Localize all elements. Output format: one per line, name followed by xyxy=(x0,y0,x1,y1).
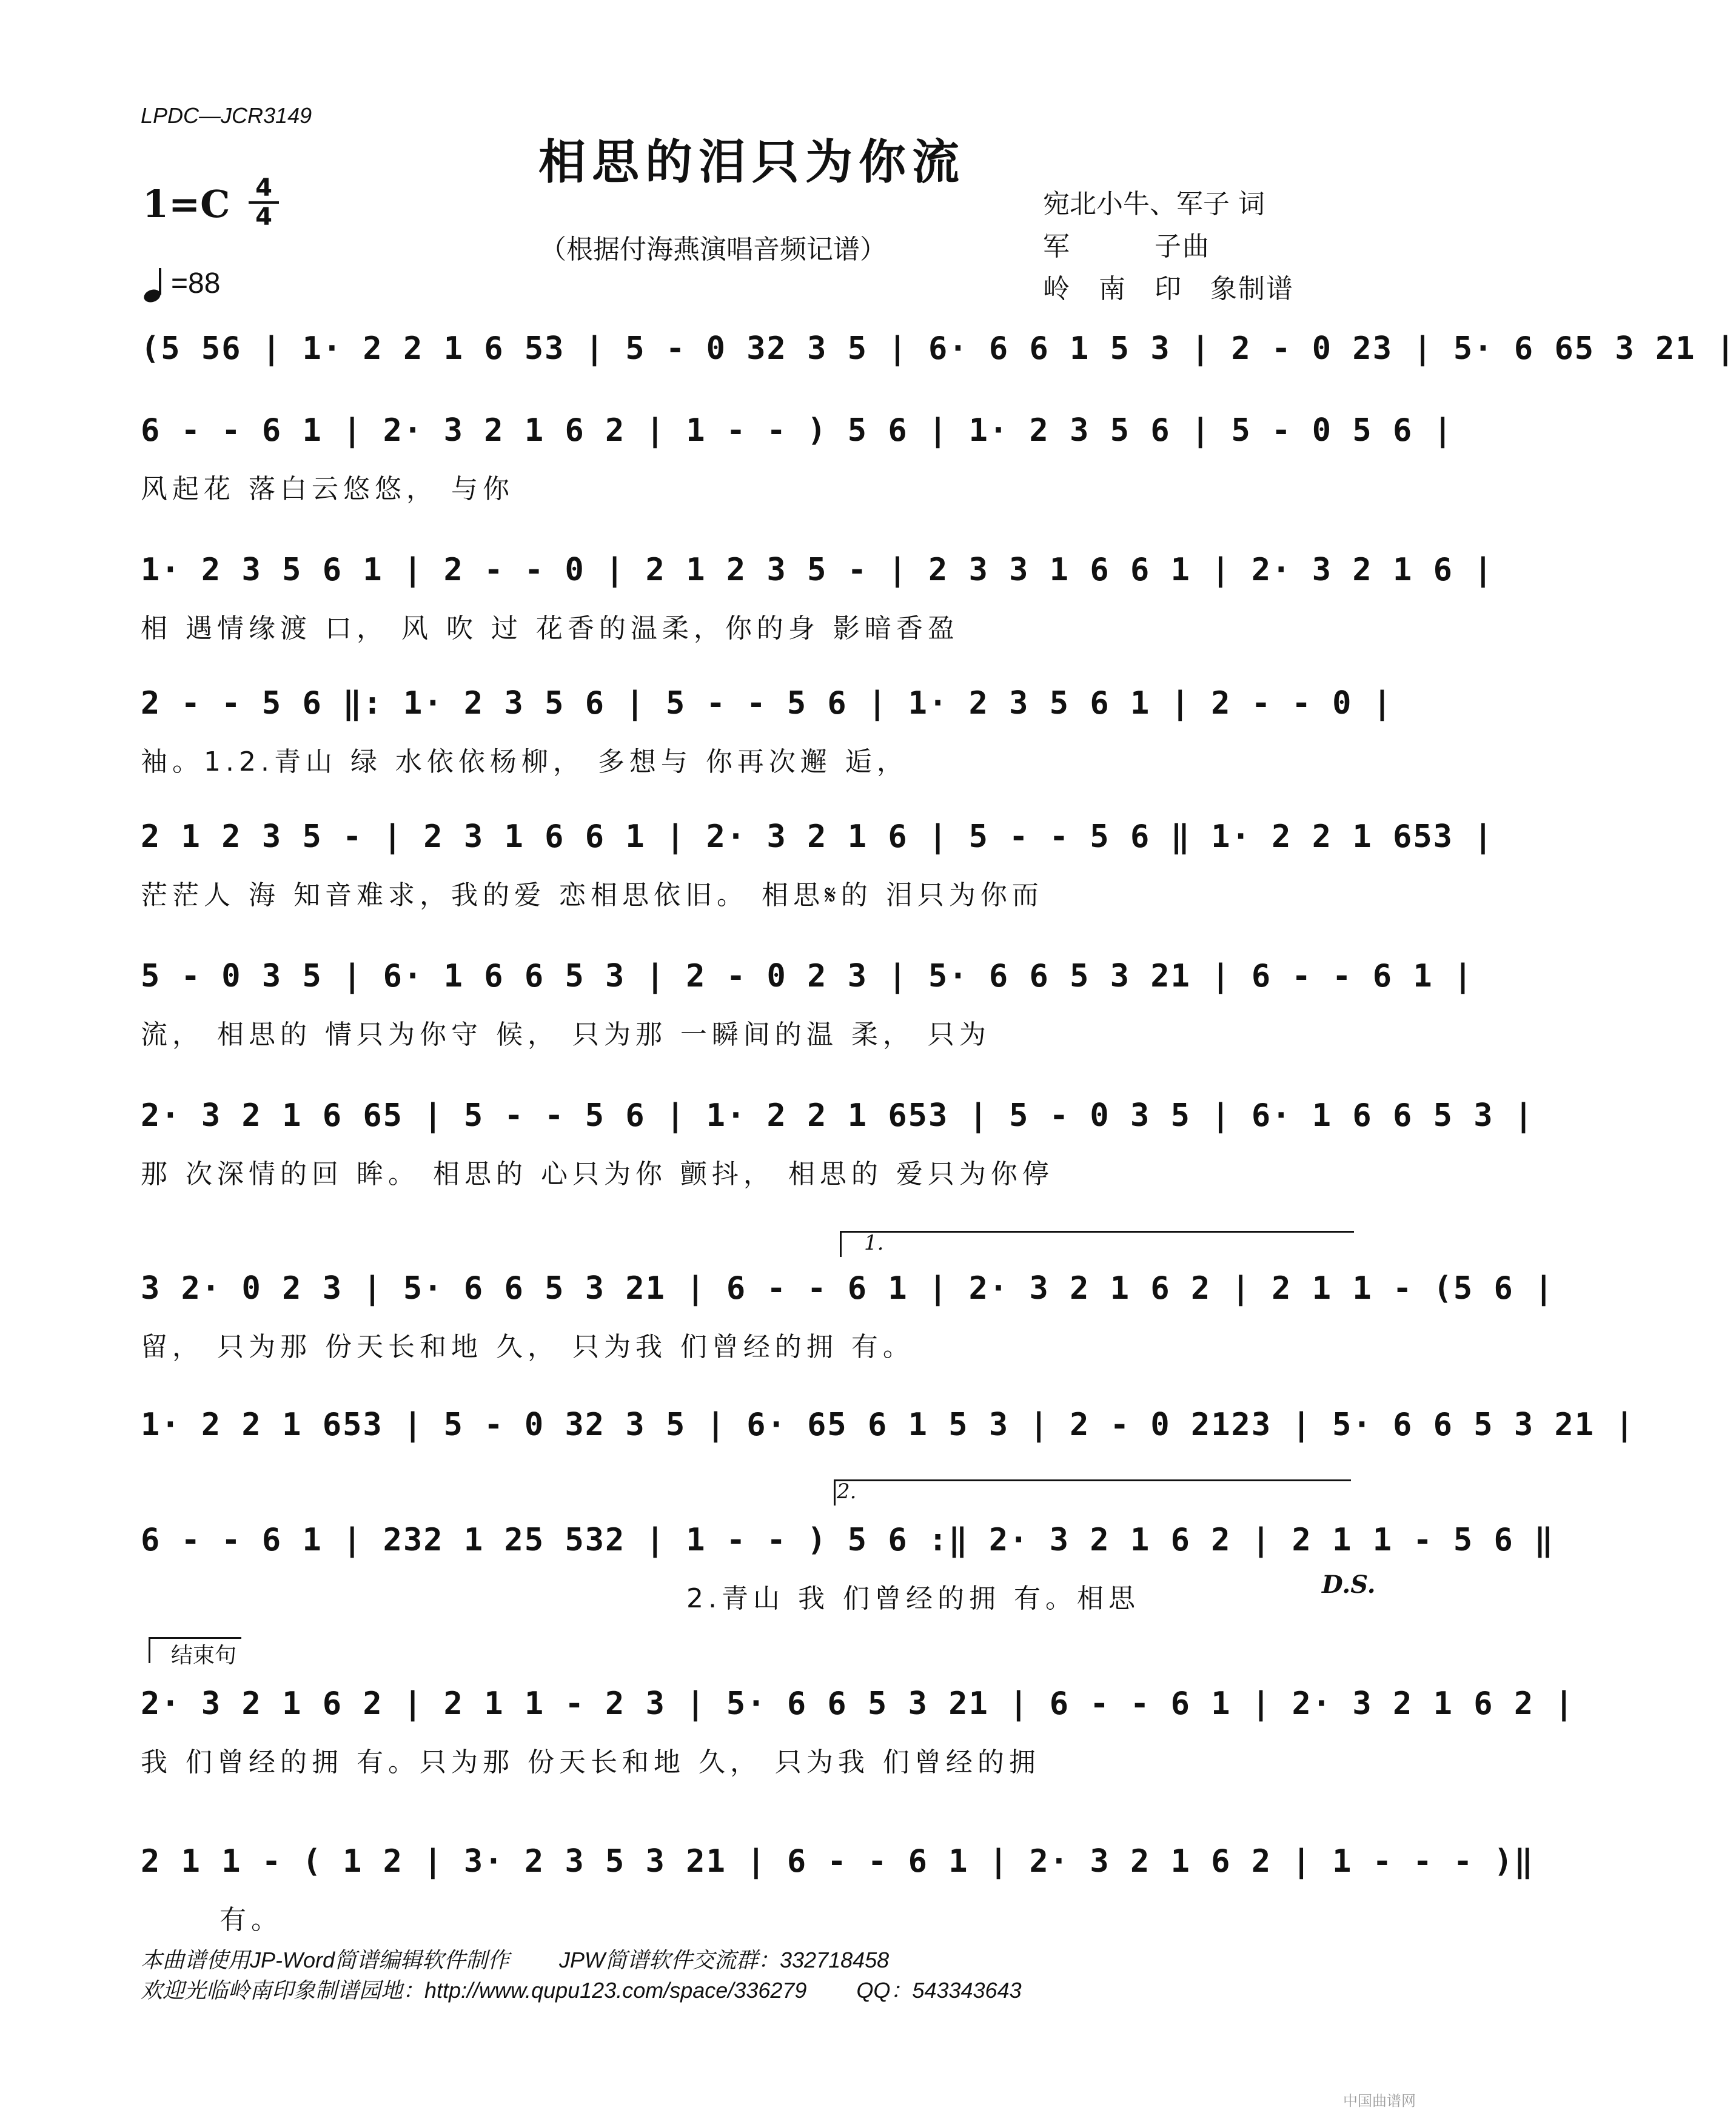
tempo-marking: =88 xyxy=(171,267,221,300)
notation-line: 2 1 1 - ( 1 2 | 3· 2 3 5 3 21 | 6 - - 6 1 | 2· 3 2 1 6 2 | 1 - - - )‖ xyxy=(141,1843,1535,1880)
site-watermark: 中国曲谱网 xyxy=(1343,2092,1416,2109)
score-code: LPDC—JCR3149 xyxy=(141,103,312,128)
volta-2-label: 2. xyxy=(837,1479,857,1504)
arranger-credit: 岭 南 印 象制谱 xyxy=(1043,273,1294,304)
lyricist-credit: 宛北小牛、军子 词 xyxy=(1043,189,1265,219)
notation-line: 6 - - 6 1 | 232 1 25 532 | 1 - - ) 5 6 :‖ 2· 3 2 1 6 2 | 2 1 1 - 5 6 ‖ xyxy=(141,1522,1555,1558)
lyrics-line: 相 遇情缘渡 口， 风 吹 过 花香的温柔，你的身 影暗香盈 xyxy=(141,613,959,644)
time-signature xyxy=(249,176,279,229)
lyrics-line: 2.青山 我 们曾经的拥 有。相思 xyxy=(686,1583,1140,1614)
composer-credit: 军 子曲 xyxy=(1043,231,1210,262)
lyrics-line: 茫茫人 海 知音难求，我的爱 恋相思依旧。 相思𝄋的 泪只为你而 xyxy=(141,880,1044,911)
dal-segno-mark: D.S. xyxy=(1322,1570,1376,1599)
meter-bottom: 4 xyxy=(255,203,272,231)
notation-line: 5 - 0 3 5 | 6· 1 6 6 5 3 | 2 - 0 2 3 | 5· 6 6 5 3 21 | 6 - - 6 1 | xyxy=(141,958,1474,994)
lyrics-line: 风起花 落白云悠悠， 与你 xyxy=(141,474,514,504)
notation-line: 1· 2 3 5 6 1 | 2 - - 0 | 2 1 2 3 5 - | 2 3 3 1 6 6 1 | 2· 3 2 1 6 | xyxy=(141,552,1494,588)
volta-1-bracket xyxy=(840,1231,1354,1257)
notation-line: 1· 2 2 1 653 | 5 - 0 32 3 5 | 6· 65 6 1 5 3 | 2 - 0 2123 | 5· 6 6 5 3 21 | xyxy=(141,1407,1635,1443)
notation-line: 3 2· 0 2 3 | 5· 6 6 5 3 21 | 6 - - 6 1 | 2· 3 2 1 6 2 | 2 1 1 - (5 6 | xyxy=(141,1270,1555,1307)
notation-line: 6 - - 6 1 | 2· 3 2 1 6 2 | 1 - - ) 5 6 | 1· 2 3 5 6 | 5 - 0 5 6 | xyxy=(141,412,1453,449)
lyrics-line: 那 次深情的回 眸。 相思的 心只为你 颤抖， 相思的 爱只为你停 xyxy=(141,1159,1054,1190)
volta-2-bracket xyxy=(834,1479,1351,1506)
lyrics-line: 我 们曾经的拥 有。只为那 份天长和地 久， 只为我 们曾经的拥 xyxy=(141,1747,1041,1778)
ending-label: 结束句 xyxy=(171,1643,237,1668)
notation-line: 2 1 2 3 5 - | 2 3 1 6 6 1 | 2· 3 2 1 6 | 5 - - 5 6 ‖ 1· 2 2 1 653 | xyxy=(141,819,1494,855)
lyrics-line: 袖。1.2.青山 绿 水依依杨柳， 多想与 你再次邂 逅， xyxy=(141,746,908,777)
lyrics-line: 流， 相思的 情只为你守 候， 只为那 一瞬间的温 柔， 只为 xyxy=(141,1019,991,1050)
subtitle: （根据付海燕演唱音频记谱） xyxy=(540,234,886,265)
lyrics-line: 有。 xyxy=(220,1904,283,1935)
lyrics-line: 留， 只为那 份天长和地 久， 只为我 们曾经的拥 有。 xyxy=(141,1331,914,1362)
song-title: 相思的泪只为你流 xyxy=(538,135,965,190)
notation-line: (5 56 | 1· 2 2 1 6 53 | 5 - 0 32 3 5 | 6· 6 6 1 5 3 | 2 - 0 23 | 5· 6 65 3 21 | xyxy=(141,330,1736,367)
footer-line-1: 本曲谱使用JP-Word简谱编辑软件制作 JPW简谱软件交流群：332718458 xyxy=(141,1948,890,1972)
notation-line: 2· 3 2 1 6 2 | 2 1 1 - 2 3 | 5· 6 6 5 3 21 | 6 - - 6 1 | 2· 3 2 1 6 2 | xyxy=(141,1686,1575,1722)
notation-line: 2· 3 2 1 6 65 | 5 - - 5 6 | 1· 2 2 1 653 | 5 - 0 3 5 | 6· 1 6 6 5 3 | xyxy=(141,1097,1535,1134)
volta-1-label: 1. xyxy=(864,1231,884,1255)
quarter-note-icon xyxy=(142,267,169,303)
notation-line: 2 - - 5 6 ‖: 1· 2 3 5 6 | 5 - - 5 6 | 1· 2 3 5 6 1 | 2 - - 0 | xyxy=(141,685,1393,722)
key-signature: 1=C xyxy=(142,182,230,226)
footer-line-2: 欢迎光临岭南印象制谱园地：http://www.qupu123.com/space/336279 QQ：543343643 xyxy=(141,1978,1022,2003)
meter-top: 4 xyxy=(255,174,272,202)
